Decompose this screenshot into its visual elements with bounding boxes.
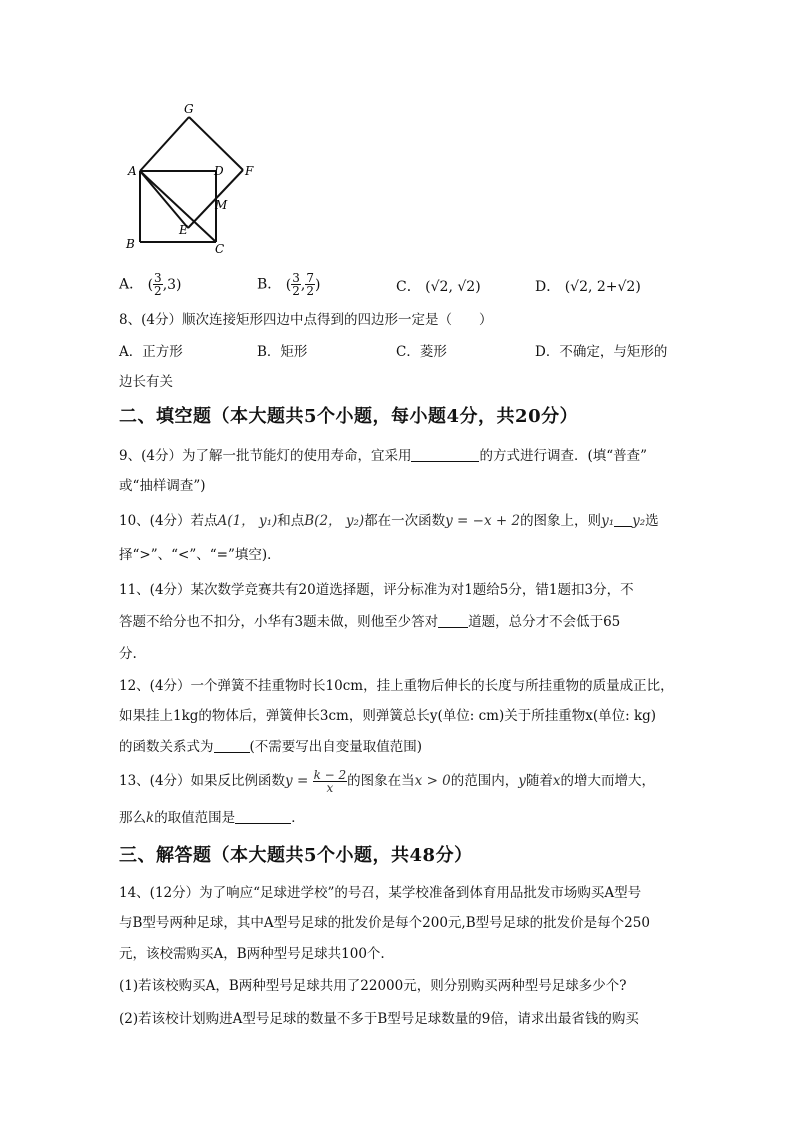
q13-fraction <box>313 769 348 794</box>
q13-x: x <box>552 773 561 789</box>
q14-line1: 14、(12分）为了响应“足球进学校”的号召，某学校准备到体育用品批发市场购买A型号 <box>119 885 642 901</box>
q9-blank[interactable] <box>411 446 479 462</box>
q10-text-5: 选 <box>645 513 659 529</box>
label-F: F <box>245 164 254 178</box>
segment-GF <box>189 117 243 170</box>
q12-text-a: 的函数关系式为 <box>119 739 214 755</box>
q10-text-1: 10、(4分）若点 <box>119 513 218 529</box>
q14-line2: 与B型号两种足球，其中A型号足球的批发价是每个200元,B型号足球的批发价是每个250 <box>119 915 650 931</box>
q9-text-a: 9、(4分）为了解一批节能灯的使用寿命，宜采用 <box>119 448 412 464</box>
q10-function: y = −x + 2 <box>445 513 521 529</box>
q14-part1: (1)若该校购买A，B两种型号足球共用了22000元，则分别购买两种型号足球多少个? <box>119 978 627 994</box>
q13-frac-den: x <box>326 781 334 795</box>
section-2-title: 二、填空题（本大题共5个小题，每小题4分，共20分） <box>119 406 579 427</box>
q13-y: y <box>518 773 526 789</box>
q8-option-a: A．正方形 <box>119 344 183 360</box>
q7-option-a-label: A． <box>119 276 144 293</box>
q12-line2: 如果挂上1kg的物体后，弹簧伸长3cm，则弹簧总长y(单位: cm)关于所挂重物x(单位: kg) <box>119 708 657 724</box>
q7-option-b <box>257 272 320 297</box>
label-G: G <box>184 102 194 116</box>
q13-text-7: 的取值范围是 <box>154 810 236 826</box>
label-C: C <box>215 242 225 256</box>
q10-line1 <box>119 511 659 531</box>
q11-blank[interactable] <box>438 612 468 628</box>
q10-point-a: A(1， y₁) <box>217 513 278 529</box>
label-M: M <box>215 198 228 212</box>
q8-option-d: D．不确定，与矩形的 <box>535 344 668 360</box>
label-A: A <box>128 164 137 178</box>
q13-text-8: ． <box>291 810 305 826</box>
q7-option-b-value: ( $\frac{3}{2}$ , $\frac{7}{2}$ ) <box>285 271 321 298</box>
segment-AE <box>140 171 188 228</box>
segment-AG <box>140 117 189 171</box>
q13-k: k <box>146 810 155 826</box>
q13-frac-num: k − 2 <box>313 768 347 782</box>
q14-line3: 元，该校需购买A，B两种型号足球共100个. <box>119 946 385 962</box>
q10-line2: 择“>”、“<”、“=”填空)． <box>119 547 281 563</box>
geometry-figure <box>118 98 268 258</box>
q13-y-eq: y = <box>285 773 309 789</box>
q11-text-b: 道题，总分才不会低于65 <box>468 614 621 630</box>
q13-text-5: 的增大而增大， <box>560 773 656 789</box>
section-3-title: 三、解答题（本大题共5个小题，共48分） <box>119 845 473 866</box>
q8-stem: 8、(4分）顺次连接矩形四边中点得到的四边形一定是（ ） <box>119 312 493 328</box>
q10-point-b: B(2， y₂) <box>304 513 365 529</box>
q7-option-c <box>396 276 481 296</box>
q9-text-b: 的方式进行调查．(填“普查” <box>479 448 648 464</box>
q13-line1 <box>119 764 655 798</box>
q13-text-3: 的范围内， <box>450 773 519 789</box>
q13-condition: x > 0 <box>414 773 451 789</box>
q7-option-a <box>119 272 182 297</box>
q9-line1 <box>119 446 647 466</box>
q7-option-d <box>535 276 641 296</box>
label-B: B <box>126 237 135 251</box>
q7-option-c-value: (√2, √2) <box>425 279 481 295</box>
q12-blank[interactable] <box>214 737 250 753</box>
q13-text-4: 随着 <box>525 773 553 789</box>
q8-option-c: C．菱形 <box>396 344 447 360</box>
q10-text-4: 的图象上，则 <box>520 513 602 529</box>
q8-option-b: B．矩形 <box>257 344 308 360</box>
q10-y2: y₂ <box>632 513 646 529</box>
q10-text-2: 和点 <box>277 513 305 529</box>
q11-text-a: 答题不给分也不扣分，小华有3题未做，则他至少答对 <box>119 614 439 630</box>
q7-option-c-label: C． <box>396 279 421 295</box>
q13-text-6: 那么 <box>119 810 146 826</box>
q8-option-d-cont: 边长有关 <box>119 374 173 390</box>
q13-text-2: 的图象在当 <box>347 773 415 789</box>
q13-line2 <box>119 808 305 828</box>
q10-y1: y₁ <box>601 513 615 529</box>
q12-line3 <box>119 737 422 757</box>
q7-option-d-label: D． <box>535 279 561 295</box>
q10-blank[interactable] <box>614 511 632 527</box>
q10-text-3: 都在一次函数 <box>364 513 446 529</box>
q11-line2 <box>119 612 620 632</box>
q13-blank[interactable] <box>235 808 291 824</box>
q7-option-d-value: (√2, 2+√2) <box>564 279 641 295</box>
label-E: E <box>179 223 188 237</box>
q11-line1: 11、(4分）某次数学竞赛共有20道选择题，评分标准为对1题给5分，错1题扣3分，不 <box>119 582 634 598</box>
q7-option-a-value: ( $\frac{3}{2}$ ,3) <box>147 271 182 298</box>
q13-text-1: 13、(4分）如果反比例函数 <box>119 773 286 789</box>
label-D: D <box>214 164 224 178</box>
q14-part2: (2)若该校计划购进A型号足球的数量不多于B型号足球数量的9倍，请求出最省钱的购买 <box>119 1011 639 1027</box>
q12-text-b: (不需要写出自变量取值范围) <box>249 739 423 755</box>
q9-line2: 或“抽样调查”) <box>119 478 206 494</box>
q11-line3: 分. <box>119 646 137 662</box>
q7-option-b-label: B． <box>257 276 282 293</box>
segment-AC <box>140 171 216 242</box>
q12-line1: 12、(4分）一个弹簧不挂重物时长10cm，挂上重物后伸长的长度与所挂重物的质量成正比， <box>119 678 674 694</box>
